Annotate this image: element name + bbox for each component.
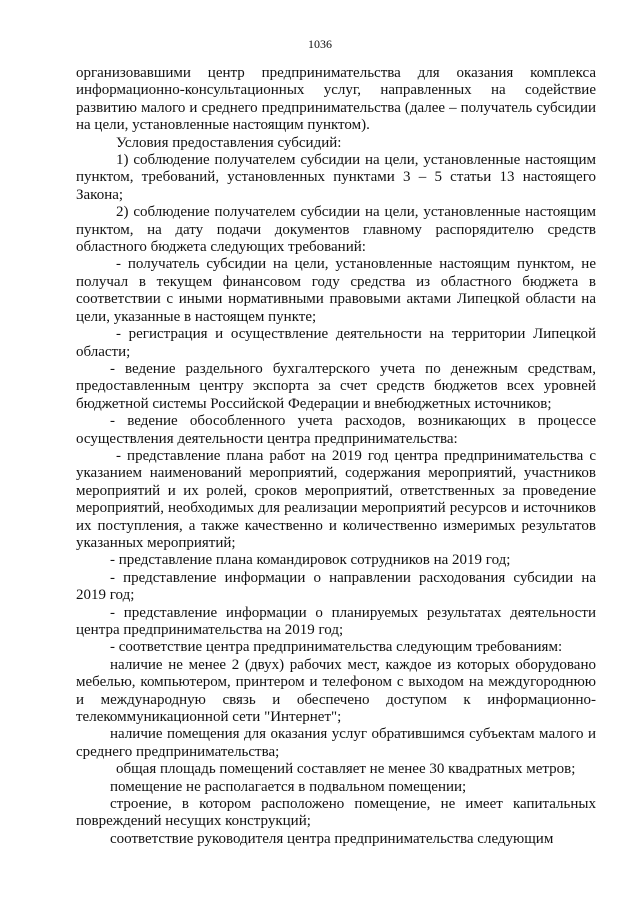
paragraph-5: - получатель субсидии на цели, установленные настоящим пунктом, не получал в текущем финансовом году средства из областного бюджета в соответствии с иными нормативными правовыми актами Липецкой области на цели, указанные в настоящем пункте;	[76, 256, 596, 325]
paragraph-15: наличие помещения для оказания услуг обратившимся субъектам малого и среднего предпринимательства;	[76, 726, 596, 760]
paragraph-4: 2) соблюдение получателем субсидии на цели, установленные настоящим пунктом, на дату подачи документов главному распорядителю средств областного бюджета следующих требований:	[76, 204, 596, 256]
paragraph-13: - соответствие центра предпринимательства следующим требованиям:	[110, 639, 563, 656]
paragraph-17: помещение не располагается в подвальном помещении;	[110, 778, 467, 795]
page-number: 1036	[308, 37, 332, 51]
paragraph-11: - представление информации о направлении расходования субсидии на 2019 год;	[76, 569, 596, 604]
paragraph-3: 1) соблюдение получателем субсидии на цели, установленные настоящим пунктом, требований, установленных пунктами 3 – 5 статьи 13 настоящего Закона;	[76, 152, 596, 203]
paragraph-9: - представление плана работ на 2019 год центра предпринимательства с указанием наименований мероприятий, содержания мероприятий, участников мероприятий и их ролей, сроков мероприятий, ответственных за проведение мероприятий, необходимых для реализации мероприятий ресурсов и источников их поступления, а также качественно и количественно измеримых результатов указанных мероприятий;	[76, 447, 596, 551]
paragraph-2: Условия предоставления субсидий:	[116, 134, 342, 151]
paragraph-1: организовавшими центр предпринимательства для оказания комплекса информационно-консультационных услуг, направленных на содействие развитию малого и среднего предпринимательства (далее – получатель субсидии на цели, установленные настоящим пунктом).	[76, 65, 596, 134]
paragraph-19: соответствие руководителя центра предпринимательства следующим	[110, 830, 554, 847]
paragraph-7: - ведение раздельного бухгалтерского учета по денежным средствам, предоставленным центру экспорта за счет средств бюджетов всех уровней бюджетной системы Российской Федерации и внебюджетных источников;	[76, 360, 596, 412]
paragraph-14: наличие не менее 2 (двух) рабочих мест, каждое из которых оборудовано мебелью, компьютером, принтером и телефоном с выходом на междугороднюю и международную связь и обеспечено доступом к информационно-телекоммуникационной сети "Интернет";	[76, 656, 596, 726]
paragraph-8: - ведение обособленного учета расходов, возникающих в процессе осуществления деятельности центра предпринимательства:	[76, 413, 596, 447]
paragraph-12: - представление информации о планируемых результатах деятельности центра предпринимательства на 2019 год;	[76, 604, 596, 638]
paragraph-16: общая площадь помещений составляет не менее 30 квадратных метров;	[116, 761, 576, 778]
document-body	[76, 65, 596, 848]
paragraph-6: - регистрация и осуществление деятельности на территории Липецкой области;	[76, 326, 596, 360]
paragraph-18: строение, в котором расположено помещение, не имеет капитальных повреждений несущих конструкций;	[76, 796, 596, 830]
paragraph-10: - представление плана командировок сотрудников на 2019 год;	[110, 552, 511, 569]
